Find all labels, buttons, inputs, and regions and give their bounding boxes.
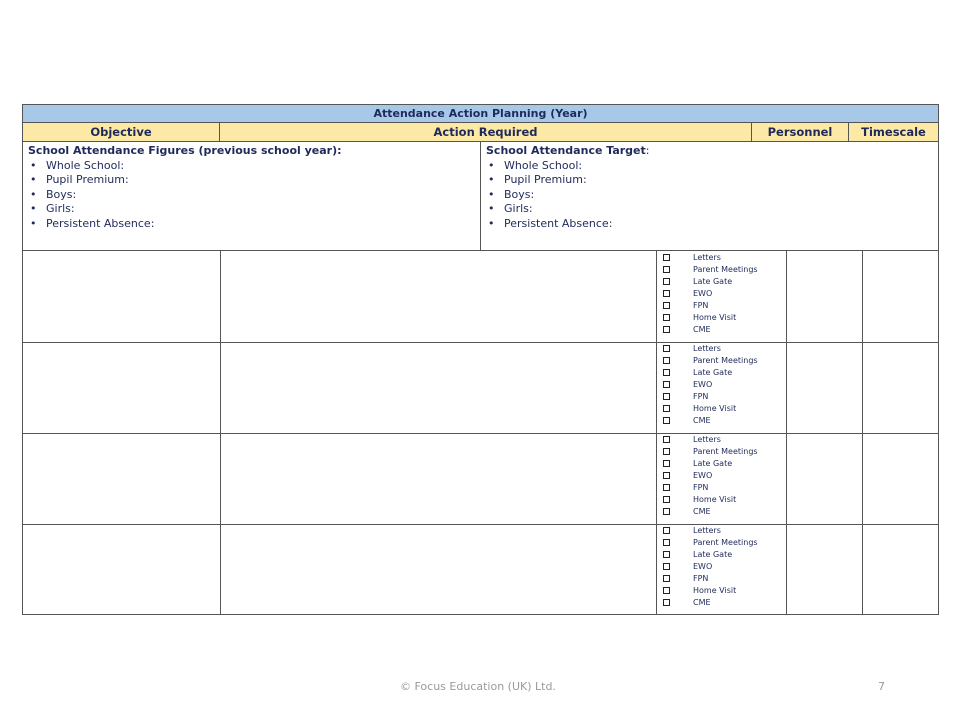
option-parent-meetings[interactable]: Parent Meetings (657, 537, 786, 549)
figure-item-pupil-premium: • Pupil Premium: (28, 173, 475, 188)
header-action-required: Action Required (220, 123, 752, 142)
checkbox-icon[interactable] (663, 314, 670, 321)
page-number: 7 (878, 680, 885, 693)
checkbox-icon[interactable] (663, 587, 670, 594)
option-ewo[interactable]: EWO (657, 561, 786, 573)
option-late-gate[interactable]: Late Gate (657, 276, 786, 288)
option-fpn[interactable]: FPN (657, 573, 786, 585)
attendance-figures-cell (23, 142, 481, 251)
checkbox-icon[interactable] (663, 448, 670, 455)
target-item-pupil-premium: • Pupil Premium: (486, 173, 933, 188)
table-title: Attendance Action Planning (Year) (23, 105, 938, 123)
option-letters[interactable]: Letters (657, 434, 786, 446)
figure-item-girls: • Girls: (28, 202, 475, 217)
option-fpn[interactable]: FPN (657, 300, 786, 312)
attendance-table (22, 104, 939, 615)
option-home-visit[interactable]: Home Visit (657, 494, 786, 506)
checkbox-icon[interactable] (663, 575, 670, 582)
checkbox-icon[interactable] (663, 290, 670, 297)
option-cme[interactable]: CME (657, 506, 786, 518)
checkbox-icon[interactable] (663, 369, 670, 376)
option-home-visit[interactable]: Home Visit (657, 585, 786, 597)
checkbox-icon[interactable] (663, 417, 670, 424)
checkbox-icon[interactable] (663, 484, 670, 491)
option-home-visit[interactable]: Home Visit (657, 403, 786, 415)
checkbox-icon[interactable] (663, 405, 670, 412)
options-list-row-2 (657, 343, 786, 427)
target-item-girls: • Girls: (486, 202, 933, 217)
header-objective: Objective (23, 123, 220, 142)
checkbox-icon[interactable] (663, 266, 670, 273)
checkbox-icon[interactable] (663, 472, 670, 479)
checkbox-icon[interactable] (663, 551, 670, 558)
checkbox-icon[interactable] (663, 563, 670, 570)
checkbox-icon[interactable] (663, 381, 670, 388)
options-list-row-3 (657, 434, 786, 518)
option-parent-meetings[interactable]: Parent Meetings (657, 446, 786, 458)
option-ewo[interactable]: EWO (657, 288, 786, 300)
option-late-gate[interactable]: Late Gate (657, 367, 786, 379)
checkbox-icon[interactable] (663, 436, 670, 443)
checkbox-icon[interactable] (663, 254, 670, 261)
figure-item-whole-school: • Whole School: (28, 159, 475, 174)
target-item-whole-school: • Whole School: (486, 159, 933, 174)
checkbox-icon[interactable] (663, 357, 670, 364)
option-fpn[interactable]: FPN (657, 482, 786, 494)
option-home-visit[interactable]: Home Visit (657, 312, 786, 324)
option-parent-meetings[interactable]: Parent Meetings (657, 264, 786, 276)
option-letters[interactable]: Letters (657, 525, 786, 537)
checkbox-icon[interactable] (663, 345, 670, 352)
checkbox-icon[interactable] (663, 539, 670, 546)
attendance-target-cell (481, 142, 938, 251)
checkbox-icon[interactable] (663, 460, 670, 467)
option-parent-meetings[interactable]: Parent Meetings (657, 355, 786, 367)
option-late-gate[interactable]: Late Gate (657, 458, 786, 470)
checkbox-icon[interactable] (663, 496, 670, 503)
option-letters[interactable]: Letters (657, 252, 786, 264)
option-cme[interactable]: CME (657, 597, 786, 609)
figure-item-boys: • Boys: (28, 188, 475, 203)
option-cme[interactable]: CME (657, 415, 786, 427)
checkbox-icon[interactable] (663, 393, 670, 400)
figure-item-persistent-absence: • Persistent Absence: (28, 217, 475, 232)
option-letters[interactable]: Letters (657, 343, 786, 355)
checkbox-icon[interactable] (663, 278, 670, 285)
header-timescale: Timescale (849, 123, 938, 142)
options-list-row-4 (657, 525, 786, 609)
attendance-target-colon: : (645, 144, 650, 157)
checkbox-icon[interactable] (663, 599, 670, 606)
checkbox-icon[interactable] (663, 302, 670, 309)
attendance-target-title: School Attendance Target (486, 144, 646, 157)
checkbox-icon[interactable] (663, 326, 670, 333)
row-divider (23, 342, 938, 343)
target-item-boys: • Boys: (486, 188, 933, 203)
option-ewo[interactable]: EWO (657, 379, 786, 391)
option-fpn[interactable]: FPN (657, 391, 786, 403)
row-divider (23, 433, 938, 434)
checkbox-icon[interactable] (663, 508, 670, 515)
footer-copyright: © Focus Education (UK) Ltd. (400, 680, 556, 693)
checkbox-icon[interactable] (663, 527, 670, 534)
header-personnel: Personnel (752, 123, 849, 142)
option-ewo[interactable]: EWO (657, 470, 786, 482)
target-item-persistent-absence: • Persistent Absence: (486, 217, 933, 232)
attendance-figures-title: School Attendance Figures (previous school year): (28, 144, 342, 157)
option-cme[interactable]: CME (657, 324, 786, 336)
option-late-gate[interactable]: Late Gate (657, 549, 786, 561)
row-divider (23, 524, 938, 525)
options-list-row-1 (657, 252, 786, 336)
